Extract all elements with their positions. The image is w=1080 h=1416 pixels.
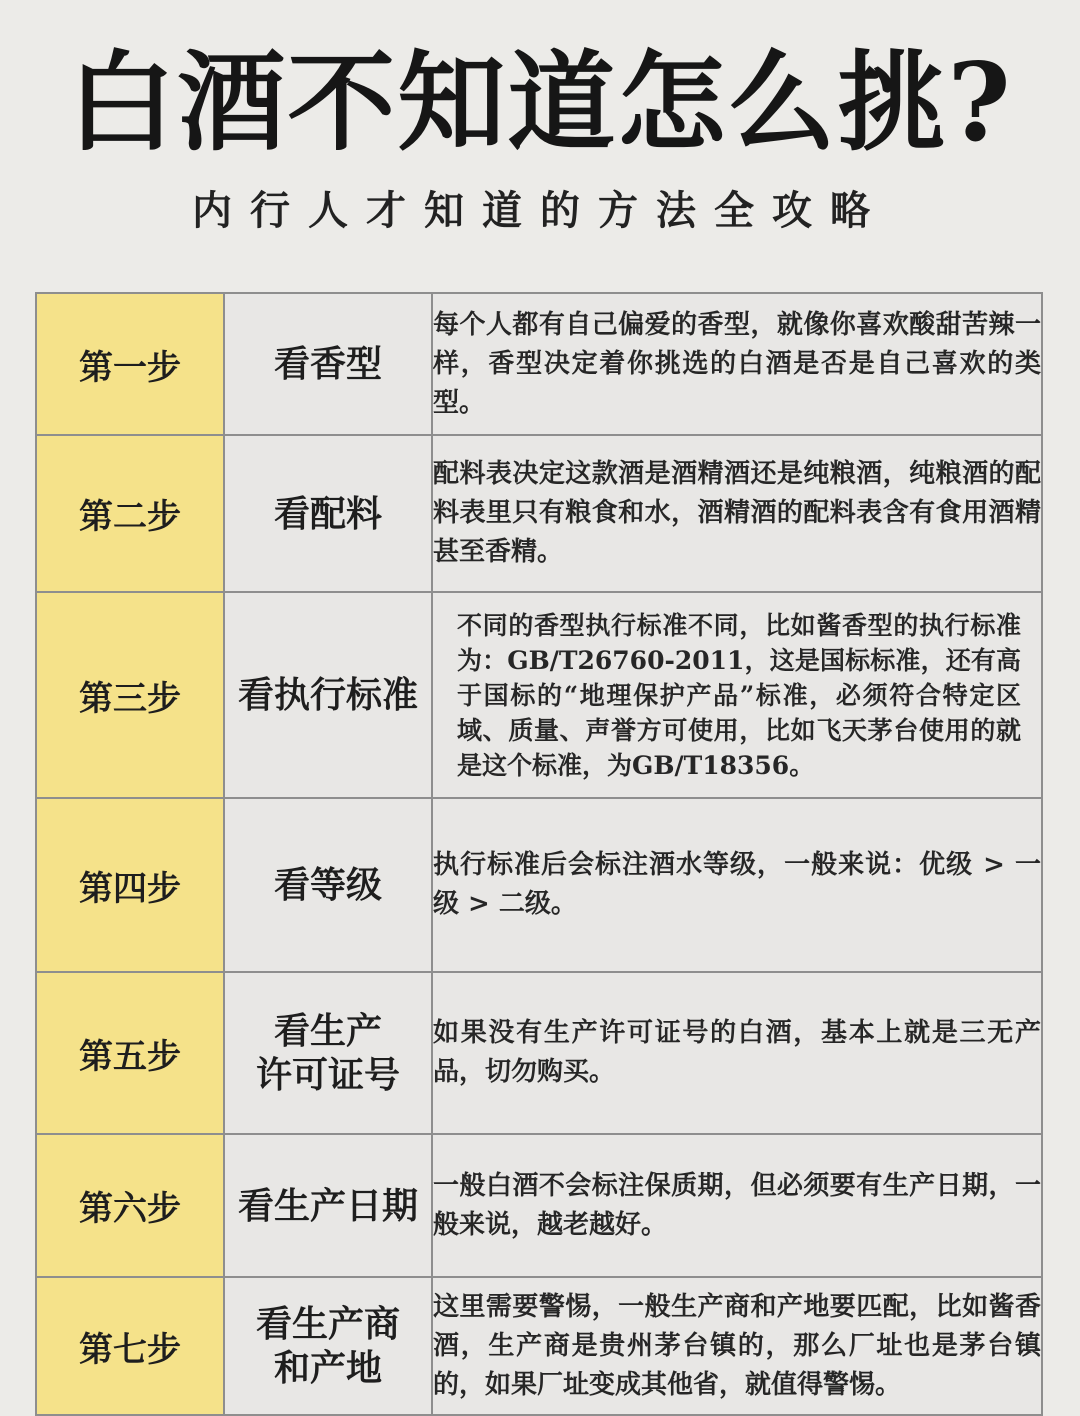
step-label: 第五步 [36, 972, 224, 1134]
step-label: 第四步 [36, 798, 224, 972]
step-label: 第三步 [36, 592, 224, 798]
check-item: 看生产商 和产地 [224, 1277, 432, 1415]
step-description: 配料表决定这款酒是酒精酒还是纯粮酒，纯粮酒的配料表里只有粮食和水，酒精酒的配料表含有食用酒精甚至香精。 [432, 435, 1042, 592]
step-label: 第六步 [36, 1134, 224, 1277]
check-item: 看香型 [224, 293, 432, 435]
steps-table [35, 292, 1043, 1416]
table-row [36, 435, 1042, 592]
step-description: 执行标准后会标注酒水等级，一般来说：优级 > 一级 > 二级。 [432, 798, 1042, 972]
check-item: 看执行标准 [224, 592, 432, 798]
table-row [36, 1134, 1042, 1277]
step-description: 如果没有生产许可证号的白酒，基本上就是三无产品，切勿购买。 [432, 972, 1042, 1134]
table-row [36, 592, 1042, 798]
table-row [36, 1277, 1042, 1415]
step-label: 第一步 [36, 293, 224, 435]
page-subtitle: 内行人才知道的方法全攻略 [192, 187, 888, 234]
table-row [36, 972, 1042, 1134]
step-description: 这里需要警惕，一般生产商和产地要匹配，比如酱香酒，生产商是贵州茅台镇的，那么厂址也是茅台镇的，如果厂址变成其他省，就值得警惕。 [432, 1277, 1042, 1415]
step-label: 第二步 [36, 435, 224, 592]
check-item: 看配料 [224, 435, 432, 592]
step-description: 一般白酒不会标注保质期，但必须要有生产日期，一般来说，越老越好。 [432, 1134, 1042, 1277]
step-description: 不同的香型执行标准不同，比如酱香型的执行标准为：GB/T26760-2011，这是国标标准，还有高于国标的“地理保护产品”标准，必须符合特定区域、质量、声誉方可使用，比如飞天茅台使用的就是这个标准，为GB/T18356。 [432, 592, 1042, 798]
page-title: 白酒不知道怎么挑? [67, 40, 1013, 166]
table-row [36, 798, 1042, 972]
check-item: 看生产日期 [224, 1134, 432, 1277]
table-row [36, 293, 1042, 435]
check-item: 看生产 许可证号 [224, 972, 432, 1134]
step-description: 每个人都有自己偏爱的香型，就像你喜欢酸甜苦辣一样，香型决定着你挑选的白酒是否是自己喜欢的类型。 [432, 293, 1042, 435]
check-item: 看等级 [224, 798, 432, 972]
step-label: 第七步 [36, 1277, 224, 1415]
